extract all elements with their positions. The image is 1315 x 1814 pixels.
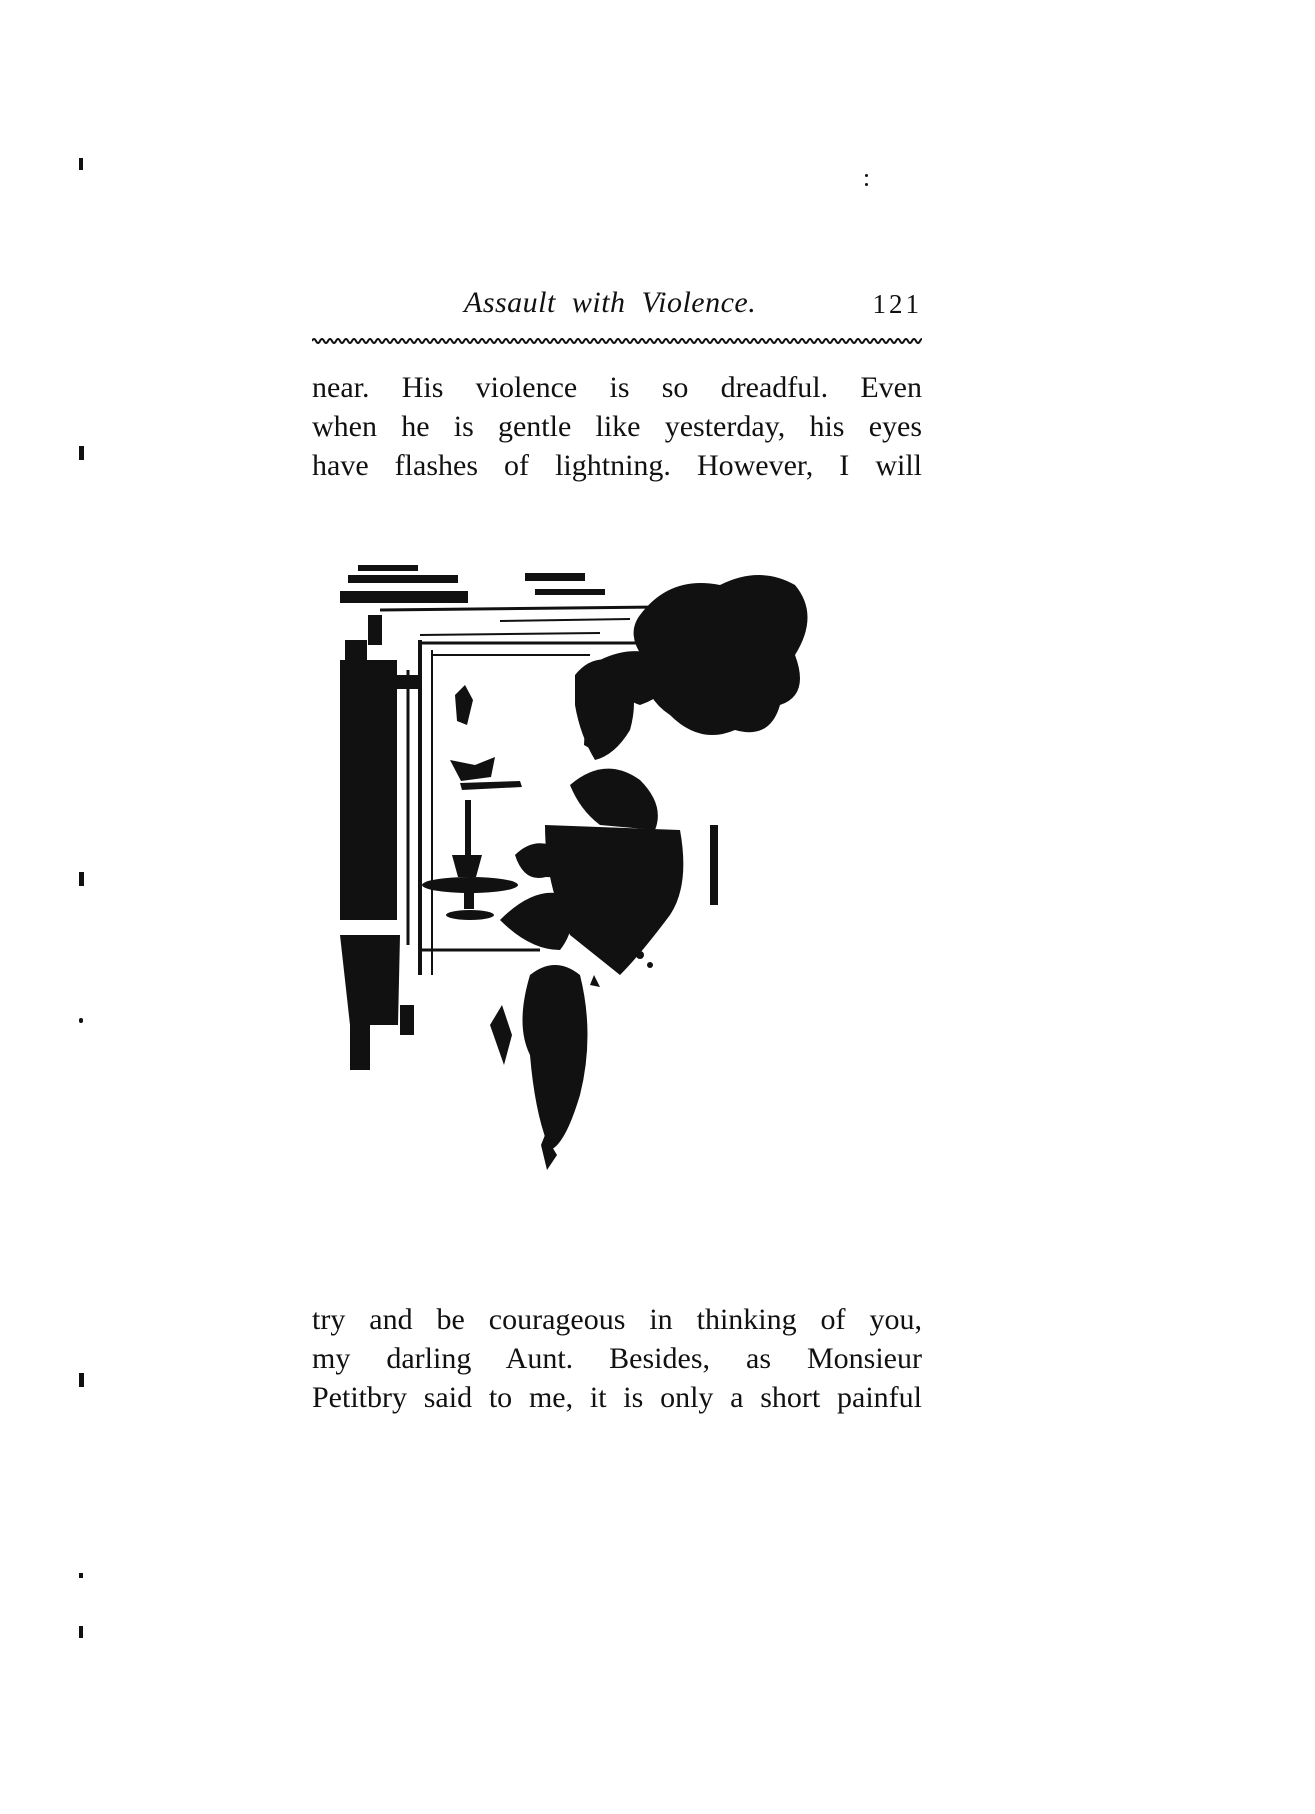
streak: [358, 565, 418, 571]
scan-mark: [79, 1018, 83, 1023]
pillar-top: [345, 640, 367, 670]
streak-line: [420, 633, 600, 635]
hair: [575, 659, 634, 760]
running-head: [312, 286, 922, 326]
streak-line: [500, 619, 630, 621]
pillar-notch: [378, 675, 418, 689]
page-number: 121: [872, 289, 922, 319]
speck: [350, 1010, 370, 1070]
illustration: [340, 555, 920, 1255]
scan-mark: [79, 158, 83, 170]
streak: [340, 591, 468, 603]
text-line: Petitbry said to me, it is only a short painful: [312, 1381, 922, 1414]
scan-mark: [865, 174, 868, 177]
wavy-rule: [312, 336, 922, 346]
lamp-stem: [465, 800, 471, 860]
scan-mark: [79, 1626, 83, 1638]
pillar-edge: [368, 615, 382, 645]
shoulder: [570, 769, 658, 830]
speck: [590, 975, 600, 987]
pillar: [340, 660, 397, 920]
text-line: have flashes of lightning. However, I will: [312, 449, 922, 482]
streak: [348, 575, 458, 583]
text-line: try and be courageous in thinking of you,: [312, 1303, 922, 1336]
arm: [500, 893, 571, 950]
scan-mark: [865, 183, 868, 186]
skirt: [523, 965, 588, 1150]
streak: [525, 573, 585, 581]
scan-mark: [79, 1373, 84, 1387]
hat: [634, 575, 808, 735]
scan-mark: [79, 1573, 83, 1578]
speck: [647, 962, 653, 968]
streak-line: [380, 607, 660, 610]
running-title: Assault with Violence.: [464, 286, 757, 319]
text-line: when he is gentle like yesterday, his eyes: [312, 410, 922, 443]
streak: [535, 589, 605, 595]
foliage: [450, 757, 495, 781]
speck: [636, 951, 644, 959]
scan-mark: [79, 872, 84, 886]
speck: [400, 1005, 414, 1035]
scan-mark: [79, 446, 84, 460]
paragraph-top: [312, 368, 922, 485]
table-leg: [464, 889, 474, 909]
foliage: [455, 685, 473, 725]
paragraph-bottom: [312, 1300, 922, 1417]
staff: [710, 825, 718, 905]
text-line: near. His violence is so dreadful. Even: [312, 371, 922, 404]
table-base: [446, 910, 494, 920]
skirt-fold: [490, 1005, 512, 1065]
scene-mark: [460, 781, 522, 790]
lamp: [452, 855, 482, 877]
text-line: my darling Aunt. Besides, as Monsieur: [312, 1342, 922, 1375]
